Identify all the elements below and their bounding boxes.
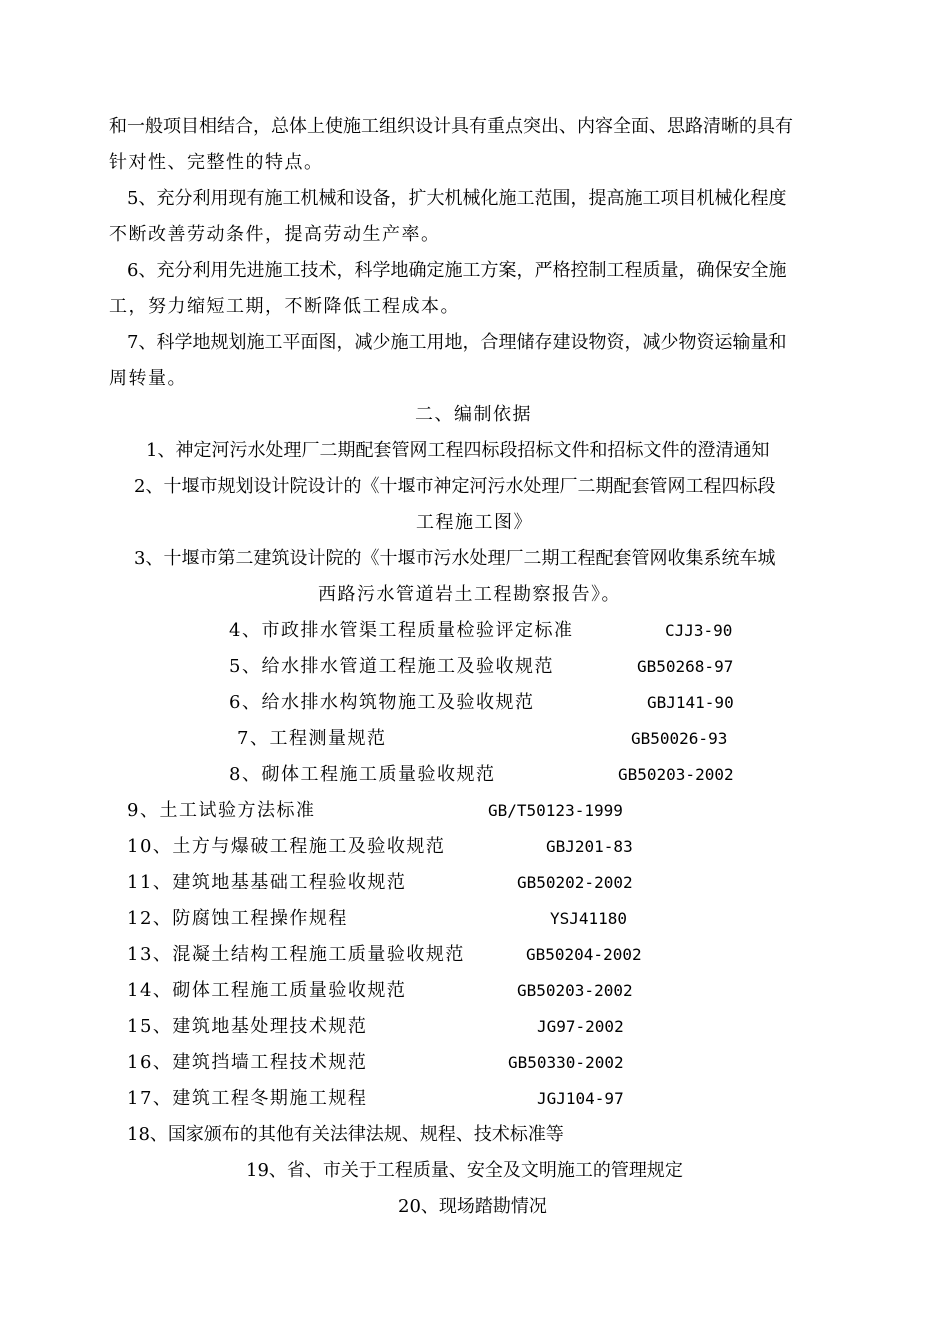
standard-name: 11、建筑地基基础工程验收规范 xyxy=(127,872,407,893)
basis-line: 西路污水管道岩土工程勘察报告》。 xyxy=(318,584,621,605)
standard-name: 10、土方与爆破工程施工及验收规范 xyxy=(127,836,446,857)
standard-name: 5、给水排水管道工程施工及验收规范 xyxy=(229,656,554,677)
closing-line: 19、省、市关于工程质量、安全及文明施工的管理规定 xyxy=(246,1160,683,1181)
standard-name: 6、给水排水构筑物施工及验收规范 xyxy=(229,692,535,713)
intro-line: 工，努力缩短工期，不断降低工程成本。 xyxy=(109,296,460,317)
standard-name: 9、土工试验方法标准 xyxy=(127,800,316,821)
standard-name: 14、砌体工程施工质量验收规范 xyxy=(127,980,407,1001)
standard-name: 8、砌体工程施工质量验收规范 xyxy=(229,764,496,785)
intro-line: 7、科学地规划施工平面图，减少施工用地，合理储存建设物资，减少物资运输量和 xyxy=(127,332,787,353)
intro-line: 5、充分利用现有施工机械和设备，扩大机械化施工范围，提高施工项目机械化程度 xyxy=(127,188,787,209)
standard-name: 4、市政排水管渠工程质量检验评定标准 xyxy=(229,620,574,641)
standard-name: 15、建筑地基处理技术规范 xyxy=(127,1016,368,1037)
standard-code: GB50204-2002 xyxy=(526,945,642,964)
standard-name: 7、工程测量规范 xyxy=(237,728,387,749)
basis-line: 1、神定河污水处理厂二期配套管网工程四标段招标文件和招标文件的澄清通知 xyxy=(146,440,770,461)
basis-line: 工程施工图》 xyxy=(416,512,533,533)
basis-line: 3、十堰市第二建筑设计院的《十堰市污水处理厂二期工程配套管网收集系统车城 xyxy=(134,548,776,569)
intro-line: 不断改善劳动条件，提高劳动生产率。 xyxy=(109,224,441,245)
standard-name: 17、建筑工程冬期施工规程 xyxy=(127,1088,368,1109)
intro-line: 针对性、完整性的特点。 xyxy=(109,152,324,173)
section-heading: 二、编制依据 xyxy=(415,404,532,425)
standard-name: 12、防腐蚀工程操作规程 xyxy=(127,908,348,929)
intro-line: 和一般项目相结合，总体上使施工组织设计具有重点突出、内容全面、思路清晰的具有 xyxy=(109,116,793,137)
standard-code: GB50203-2002 xyxy=(517,981,633,1000)
standard-code: JG97-2002 xyxy=(537,1017,624,1036)
standard-code: JGJ104-97 xyxy=(537,1089,624,1108)
standard-code: GBJ201-83 xyxy=(546,837,633,856)
intro-line: 周转量。 xyxy=(109,368,187,389)
intro-line: 6、充分利用先进施工技术，科学地确定施工方案，严格控制工程质量，确保安全施 xyxy=(127,260,787,281)
standard-code: YSJ41180 xyxy=(550,909,628,928)
standard-code: GB50026-93 xyxy=(631,729,728,748)
basis-line: 2、十堰市规划设计院设计的《十堰市神定河污水处理厂二期配套管网工程四标段 xyxy=(134,476,776,497)
standard-code: GB50203-2002 xyxy=(618,765,734,784)
closing-line: 18、国家颁布的其他有关法律法规、规程、技术标准等 xyxy=(127,1124,564,1145)
standard-name: 13、混凝土结构工程施工质量验收规范 xyxy=(127,944,465,965)
standard-code: CJJ3-90 xyxy=(665,621,733,640)
standard-code: GB50268-97 xyxy=(637,657,734,676)
standard-code: GB50202-2002 xyxy=(517,873,633,892)
standard-code: GB50330-2002 xyxy=(508,1053,624,1072)
closing-line: 20、现场踏勘情况 xyxy=(398,1196,547,1217)
standard-code: GBJ141-90 xyxy=(647,693,734,712)
standard-code: GB/T50123-1999 xyxy=(488,801,623,820)
standard-name: 16、建筑挡墙工程技术规范 xyxy=(127,1052,368,1073)
